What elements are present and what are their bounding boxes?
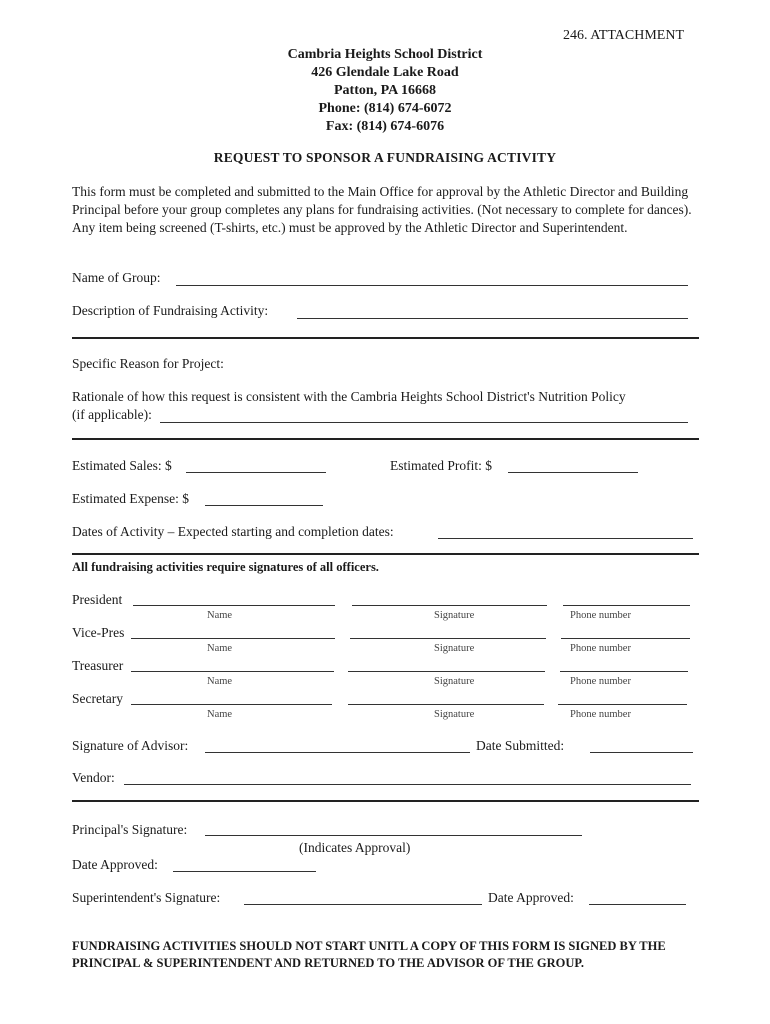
signature-caption: Signature (434, 643, 475, 654)
description-label: Description of Fundraising Activity: (72, 303, 269, 318)
phone-caption: Phone number (570, 610, 631, 621)
vendor-field[interactable] (124, 784, 691, 785)
estimated-sales-field[interactable] (186, 472, 326, 473)
attachment-number: 246. ATTACHMENT (563, 28, 684, 43)
name-of-group-label: Name of Group: (72, 270, 161, 285)
principal-signature-label: Principal's Signature: (72, 822, 188, 837)
estimated-expense-field[interactable] (205, 505, 323, 506)
estimated-profit-field[interactable] (508, 472, 638, 473)
principal-date-approved-field[interactable] (173, 871, 316, 872)
indicates-approval-note: (Indicates Approval) (299, 840, 411, 855)
vice-pres-name-field[interactable] (131, 638, 335, 639)
estimated-profit-label: Estimated Profit: $ (390, 458, 492, 473)
section-divider (72, 337, 699, 339)
name-caption: Name (207, 643, 233, 654)
vice-pres-signature-field[interactable] (350, 638, 546, 639)
advisor-signature-field[interactable] (205, 752, 470, 753)
superintendent-date-approved-label: Date Approved: (488, 890, 574, 905)
treasurer-signature-field[interactable] (348, 671, 545, 672)
president-signature-field[interactable] (352, 605, 547, 606)
start-notice: FUNDRAISING ACTIVITIES SHOULD NOT START UNITL A COPY OF THIS FORM IS SIGNED BY THE PRINCIPAL & SUPERINTENDENT AND RETURNED TO THE ADVISOR OF THE GROUP. (72, 939, 666, 970)
superintendent-signature-field[interactable] (244, 904, 482, 905)
specific-reason-label: Specific Reason for Project: (72, 356, 224, 371)
district-phone: Phone: (814) 674-6072 (318, 101, 452, 116)
rationale-field[interactable] (160, 422, 688, 423)
rationale-label-cont: (if applicable): (72, 407, 152, 422)
date-submitted-label: Date Submitted: (476, 738, 565, 753)
section-divider (72, 553, 699, 555)
form-title: REQUEST TO SPONSOR A FUNDRAISING ACTIVITY (213, 150, 557, 165)
district-address: 426 Glendale Lake Road (311, 65, 459, 80)
officer-role-president: President (72, 592, 123, 607)
vendor-label: Vendor: (72, 770, 115, 785)
signature-caption: Signature (434, 676, 475, 687)
phone-caption: Phone number (570, 643, 631, 654)
name-of-group-field[interactable] (176, 285, 688, 286)
estimated-expense-label: Estimated Expense: $ (72, 491, 189, 506)
treasurer-phone-field[interactable] (560, 671, 688, 672)
secretary-signature-field[interactable] (348, 704, 544, 705)
secretary-phone-field[interactable] (558, 704, 687, 705)
signature-caption: Signature (434, 709, 475, 720)
name-caption: Name (207, 709, 233, 720)
officer-role-treasurer: Treasurer (72, 658, 124, 673)
principal-signature-field[interactable] (205, 835, 582, 836)
section-divider (72, 438, 699, 440)
officers-heading: All fundraising activities require signatures of all officers. (72, 560, 379, 574)
rationale-label: Rationale of how this request is consistent with the Cambria Heights School District's Nutrition Policy (72, 389, 626, 404)
name-caption: Name (207, 610, 233, 621)
section-divider (72, 800, 699, 802)
phone-caption: Phone number (570, 676, 631, 687)
advisor-signature-label: Signature of Advisor: (72, 738, 189, 753)
treasurer-name-field[interactable] (131, 671, 334, 672)
estimated-sales-label: Estimated Sales: $ (72, 458, 172, 473)
secretary-name-field[interactable] (131, 704, 332, 705)
president-phone-field[interactable] (563, 605, 690, 606)
superintendent-signature-label: Superintendent's Signature: (72, 890, 221, 905)
dates-field[interactable] (438, 538, 693, 539)
officer-role-vice-pres: Vice-Pres (72, 625, 125, 640)
district-city: Patton, PA 16668 (333, 83, 436, 98)
name-caption: Name (207, 676, 233, 687)
principal-date-approved-label: Date Approved: (72, 857, 158, 872)
description-field[interactable] (297, 318, 688, 319)
district-fax: Fax: (814) 674-6076 (325, 119, 445, 134)
district-name: Cambria Heights School District (287, 47, 483, 62)
phone-caption: Phone number (570, 709, 631, 720)
dates-label: Dates of Activity – Expected starting and completion dates: (72, 524, 394, 539)
form-instructions: This form must be completed and submitted to the Main Office for approval by the Athletic Director and Building Principal before your group completes any plans for fundraising activities. (Not necessary to complete for dances). Any item being screened (T-shirts, etc.) must be approved by the Athletic Director and Superintendent. (72, 184, 692, 235)
vice-pres-phone-field[interactable] (561, 638, 690, 639)
date-submitted-field[interactable] (590, 752, 693, 753)
president-name-field[interactable] (133, 605, 335, 606)
officer-role-secretary: Secretary (72, 691, 123, 706)
superintendent-date-approved-field[interactable] (589, 904, 686, 905)
signature-caption: Signature (434, 610, 475, 621)
